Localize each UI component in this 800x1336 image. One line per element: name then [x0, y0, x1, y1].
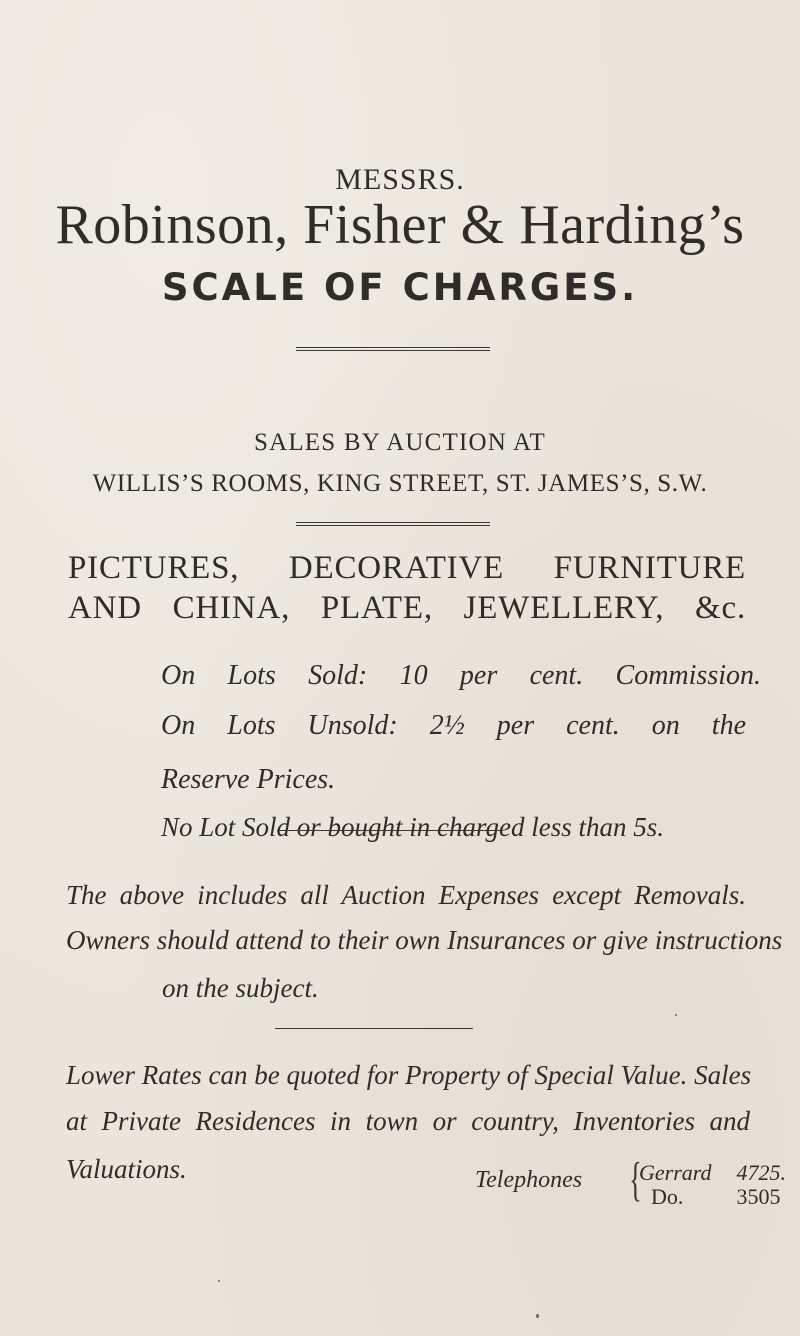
- divider: [296, 347, 490, 351]
- telephone-exchange: Do.: [651, 1184, 684, 1209]
- services-line-1: Lower Rates can be quoted for Property of Special Value. Sales: [66, 1060, 752, 1090]
- venue-line-1: SALES BY AUCTION AT: [253, 429, 547, 456]
- telephone-number: 4725.: [736, 1160, 786, 1185]
- telephones-label: Telephones: [475, 1167, 583, 1193]
- paper-speck: [675, 1014, 677, 1016]
- charge-lots-unsold: On Lots Unsold: 2½ per cent. on the: [161, 710, 746, 741]
- divider: [296, 522, 490, 526]
- note-insurance-cont: on the subject.: [162, 973, 319, 1003]
- telephones-block: [475, 1146, 800, 1232]
- telephone-entry: [639, 1160, 786, 1186]
- categories-line-2: AND CHINA, PLATE, JEWELLERY, &c.: [68, 590, 746, 626]
- document-title: SCALE OF CHARGES.: [161, 266, 639, 309]
- brace-icon: {: [629, 1153, 642, 1206]
- telephone-entry: [639, 1184, 781, 1210]
- paper-speck: [218, 1280, 220, 1282]
- services-line-3: Valuations.: [66, 1154, 187, 1184]
- charge-reserve-prices: Reserve Prices.: [161, 764, 336, 795]
- telephone-number: 3505: [736, 1184, 781, 1209]
- charge-minimum: No Lot Sold or bought in charged less than 5s.: [161, 812, 665, 842]
- divider: [275, 1028, 473, 1029]
- note-expenses: The above includes all Auction Expenses except Removals.: [66, 880, 746, 910]
- venue-line-2: WILLIS’S ROOMS, KING STREET, ST. JAMES’S, S.W.: [92, 470, 708, 497]
- firm-name: Robinson, Fisher & Harding’s: [55, 194, 745, 256]
- charge-lots-sold: On Lots Sold: 10 per cent. Commission.: [161, 660, 761, 691]
- paper-speck: [536, 1314, 539, 1318]
- divider: [277, 830, 503, 831]
- services-line-2: at Private Residences in town or country, Inventories and: [66, 1106, 750, 1136]
- categories-line-1: PICTURES, DECORATIVE FURNITURE: [68, 550, 746, 586]
- note-insurance: Owners should attend to their own Insurances or give instructions: [66, 925, 783, 955]
- telephone-exchange: Gerrard: [639, 1160, 712, 1185]
- messrs-prefix: MESSRS.: [335, 163, 465, 196]
